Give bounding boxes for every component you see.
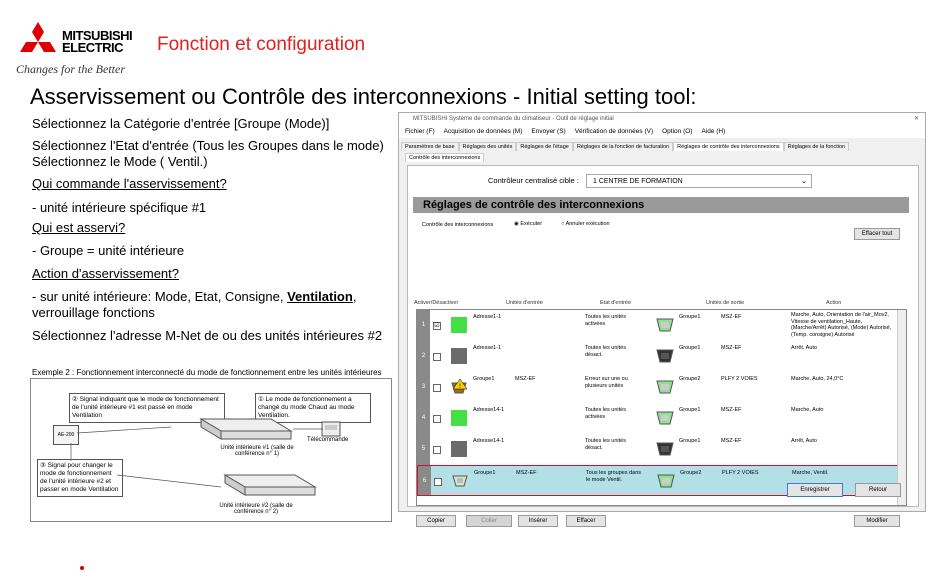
input-state: Tous les groupes dans le mode Ventil. (586, 470, 642, 483)
output-unit-name: Groupe1 (679, 438, 701, 444)
radio-empty-icon: ○ (561, 221, 565, 227)
answer-line: - Groupe = unité intérieure (32, 243, 185, 258)
indoor-unit-icon (655, 441, 675, 457)
output-unit-model: PLFY 2 VOIES (722, 470, 759, 476)
menu-file[interactable]: Fichier (F) (405, 128, 435, 135)
indoor-unit-icon (655, 348, 675, 364)
indoor-unit-icon (655, 410, 675, 426)
action-text: Arrêt, Auto (791, 345, 817, 351)
table-row[interactable] (417, 310, 898, 342)
row-number: 3 (417, 372, 430, 403)
action-text: Marche, Auto, 24,0°C (791, 376, 844, 382)
instruction-line: Sélectionnez l'Etat d'entrée (Tous les Groupes dans le mode) (32, 138, 384, 153)
table-row[interactable] (417, 434, 898, 466)
action-text: Arrêt, Auto (791, 438, 817, 444)
chevron-down-icon: ⌄ (801, 178, 807, 185)
table-scrollbar[interactable] (897, 310, 906, 505)
header-output-units: Unités de sortie (706, 300, 745, 306)
interconnect-label: Contrôle des interconnexions (422, 222, 494, 228)
row-checkbox[interactable]: ☑ (434, 323, 440, 329)
save-button[interactable]: Enregistrer (787, 483, 843, 497)
svg-text:!: ! (458, 383, 462, 390)
row-checkbox[interactable] (434, 478, 442, 486)
input-unit-name: Adresse1-1 (473, 345, 502, 351)
radio-cancel-execute[interactable]: ○ Annuler exécution (561, 221, 610, 227)
status-inactive-icon (451, 348, 467, 364)
interlock-table (416, 309, 907, 506)
output-unit-model: MSZ-EF (721, 438, 742, 444)
back-button[interactable]: Retour (855, 483, 901, 497)
answer-line: - sur unité intérieure: Mode, Etat, Consigne, Ventilation, (32, 289, 357, 304)
tab-floor-settings[interactable]: Réglages de l'étage (516, 142, 572, 151)
input-unit-model: MSZ-EF (516, 470, 537, 476)
output-unit-name: Groupe2 (680, 470, 702, 476)
indoor-unit-icon (655, 317, 675, 333)
diagram-caption: Exemple 2 : Fonctionnement interconnecté du mode de fonctionnement entre les unités intérieures (32, 368, 382, 377)
question-heading: Qui est asservi? (32, 220, 126, 235)
output-unit-model: MSZ-EF (721, 314, 742, 320)
copy-button[interactable]: Copier (416, 515, 456, 527)
output-unit-model: MSZ-EF (721, 345, 742, 351)
unit-2-label: Unité intérieure #2 (salle de conférence n° 2) (219, 503, 293, 515)
setting-tool-window (398, 112, 926, 524)
panel-title: Réglages de contrôle des interconnexions (413, 197, 909, 213)
radio-selected-icon: ◉ (514, 221, 519, 227)
insert-button[interactable]: Insérer (518, 515, 558, 527)
subtab-interlock[interactable]: Contrôle des interconnexions (405, 153, 484, 162)
window-title-bar (399, 113, 925, 125)
table-row[interactable] (417, 341, 898, 373)
instruction-line: Sélectionnez le Mode ( Ventil.) (32, 154, 208, 169)
input-unit-name: Groupe1 (474, 470, 496, 476)
menu-data-check[interactable]: Vérification de données (V) (574, 128, 654, 135)
action-text: Marche, Ventil. (792, 470, 829, 476)
tab-interlock-settings[interactable]: Réglages de contrôle des interconnexions (673, 142, 783, 151)
input-unit-name: Adresse14-1 (473, 438, 505, 444)
callout-3: ③ Signal pour changer le mode de fonctionnement de l'unité intérieure #2 et passer en mode Ventilation (37, 459, 123, 497)
question-heading: Qui commande l'asservissement? (32, 176, 227, 191)
clear-all-button[interactable]: Effacer tout (854, 228, 900, 240)
input-state: Toutes les unités activées (585, 314, 626, 327)
tab-bar (399, 138, 925, 151)
interconnect-diagram (30, 378, 392, 522)
central-controller: AE-200 (53, 425, 79, 445)
indoor-unit-icon (655, 379, 675, 395)
tab-unit-settings[interactable]: Réglages des unités (459, 142, 517, 151)
modify-button[interactable]: Modifier (854, 515, 900, 527)
instruction-line: Sélectionnez l'adresse M-Net de ou des unités intérieures #2 (32, 328, 383, 343)
diagram-arrows (31, 379, 391, 521)
tab-basic-settings[interactable]: Paramètres de base (401, 142, 459, 151)
menu-help[interactable]: Aide (H) (701, 128, 726, 135)
delete-button[interactable]: Effacer (566, 515, 606, 527)
mitsubishi-logo-icon (18, 22, 58, 58)
menu-data-acquisition[interactable]: Acquisition de données (M) (443, 128, 523, 135)
row-checkbox[interactable] (433, 415, 441, 423)
row-number: 2 (417, 341, 430, 372)
radio-execute[interactable]: ◉ Exécuter (514, 221, 543, 227)
table-row[interactable] (417, 403, 898, 435)
error-warning-icon (451, 379, 467, 395)
emphasis-ventilation: Ventilation (287, 289, 353, 304)
output-unit-name: Groupe1 (679, 314, 701, 320)
input-unit-name: Groupe1 (473, 376, 495, 382)
close-icon[interactable]: ✕ (913, 116, 919, 122)
menu-send[interactable]: Envoyer (S) (531, 128, 566, 135)
brand-tagline: Changes for the Better (16, 62, 125, 76)
output-unit-model: PLFY 2 VOIES (721, 376, 758, 382)
callout-2: ② Signal indiquant que le mode de fonctionnement de l'unité intérieure #1 est passé en mode Ventilation (69, 393, 225, 423)
menu-option[interactable]: Option (O) (662, 128, 693, 135)
row-number: 4 (417, 403, 430, 434)
controller-select[interactable]: 1 CENTRE DE FORMATION ⌄ (586, 174, 812, 188)
row-number: 1 (417, 310, 430, 341)
action-text: Marche, Auto (791, 407, 824, 413)
output-unit-name: Groupe1 (679, 345, 701, 351)
tab-billing-settings[interactable]: Réglages de la fonction de facturation (573, 142, 673, 151)
indoor-unit-icon (452, 473, 468, 489)
header-action: Action (826, 300, 842, 306)
header-input-state: Etat d'entrée (600, 300, 632, 306)
remote-label: Télécommande (307, 437, 349, 443)
page-title: Asservissement ou Contrôle des interconnexions - Initial setting tool: (30, 84, 697, 109)
indoor-unit-icon (656, 473, 676, 489)
tab-function-settings[interactable]: Réglages de la fonction (784, 142, 849, 151)
input-unit-name: Adresse14-1 (473, 407, 505, 413)
status-active-icon (451, 410, 467, 426)
action-text: Marche, Auto, Orientation de l'air_Mov2, Vitesse de ventilation_Haute, (Marche/Arrêt) Autorisé, (Mode) Autorisé, (Temp. consigne) Autorisé (791, 312, 892, 338)
output-unit-name: Groupe2 (679, 376, 701, 382)
status-active-icon (451, 317, 467, 333)
window-title: MITSUBISHI Système de commande du climatiseur - Outil de réglage initial (413, 116, 614, 122)
input-unit-name: Adresse1-1 (473, 314, 502, 320)
paste-button[interactable]: Coller (466, 515, 512, 527)
menu-bar (399, 125, 925, 138)
row-number: 6 (418, 466, 431, 495)
input-state: Toutes les unités désact. (585, 345, 626, 358)
controller-label: Contrôleur centralisé cible : (488, 176, 579, 185)
unit-1-label: Unité intérieure #1 (salle de conférence n° 1) (220, 445, 294, 457)
input-state: Toutes les unités désact. (585, 438, 626, 451)
section-title: Fonction et configuration (157, 34, 366, 55)
callout-1: ① Le mode de fonctionnement a changé du mode Chaud au mode Ventilation. (255, 393, 371, 423)
header-input-units: Unités d'entrée (506, 300, 543, 306)
row-number: 5 (417, 434, 430, 465)
answer-line: verrouillage fonctions (32, 305, 155, 320)
input-state: Toutes les unités activées (585, 407, 626, 420)
question-heading: Action d'asservissement? (32, 266, 179, 281)
output-unit-model: MSZ-EF (721, 407, 742, 413)
brand-name: MITSUBISHI ELECTRIC (62, 28, 133, 55)
row-checkbox[interactable] (433, 446, 441, 454)
header-activate: Activer/Désactiver (414, 300, 459, 306)
status-inactive-icon (451, 441, 467, 457)
input-state: Erreur sur une ou plusieurs unités (585, 376, 628, 389)
answer-line: - unité intérieure spécifique #1 (32, 200, 207, 215)
output-unit-name: Groupe1 (679, 407, 701, 413)
decorative-dot (80, 566, 84, 570)
input-unit-model: MSZ-EF (515, 376, 536, 382)
instruction-line: Sélectionnez la Catégorie d'entrée [Groupe (Mode)] (32, 116, 330, 131)
table-row[interactable] (417, 372, 898, 404)
interlock-panel (407, 165, 919, 524)
row-checkbox[interactable] (433, 353, 441, 361)
row-checkbox[interactable] (433, 384, 441, 392)
